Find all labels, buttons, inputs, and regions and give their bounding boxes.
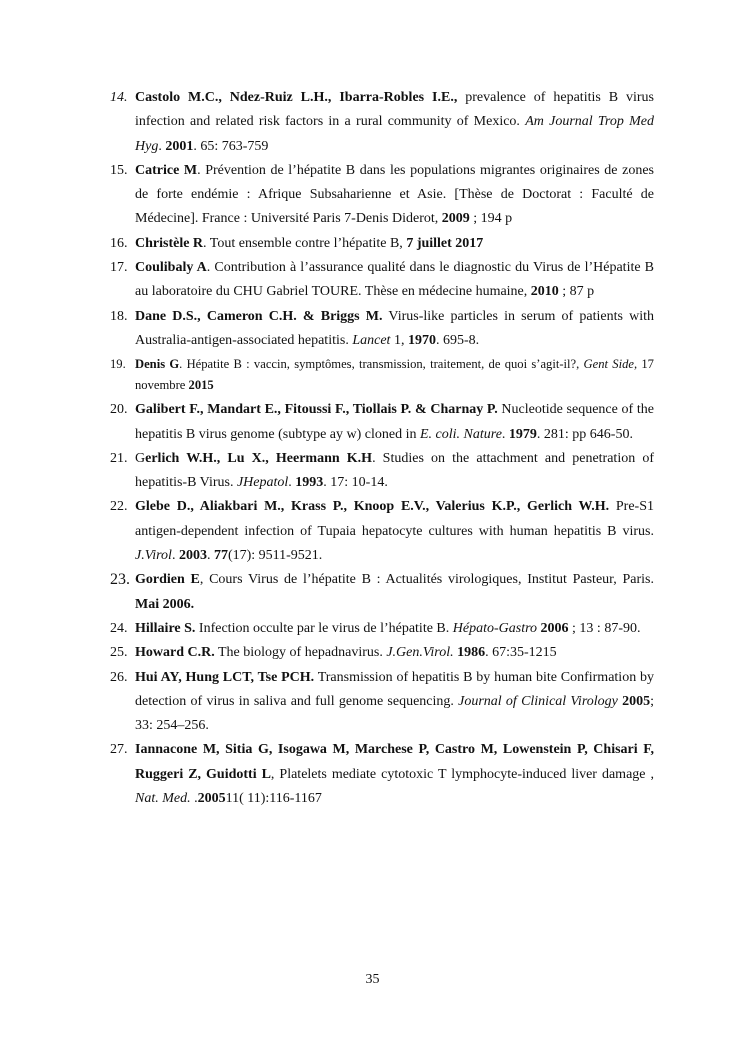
reference-item xyxy=(110,232,654,256)
reference-bold-text: 2001 xyxy=(165,138,194,154)
reference-text: ; 87 p xyxy=(558,284,595,300)
reference-text: . Contribution à l’assurance qualité dans le diagnostic du Virus de l’Hépatite B au laboratoire du CHU Gabriel TOURE. Thèse en médecine humaine, xyxy=(135,260,654,300)
reference-text: 11( 11):116-1167 xyxy=(225,791,322,807)
reference-bold-text: 2003 xyxy=(178,548,207,564)
reference-item xyxy=(110,641,654,665)
reference-text: . 281: pp 646-50. xyxy=(536,426,633,442)
reference-bold-text: 2010 xyxy=(530,284,559,300)
reference-italic-text: J.Gen.Virol. xyxy=(386,645,454,661)
reference-bold-text: 1970 xyxy=(407,332,436,348)
reference-text: . Tout ensemble contre l’hépatite B, xyxy=(203,235,407,251)
reference-text: . 65: 763-759 xyxy=(193,138,269,154)
reference-italic-text: J.Virol xyxy=(135,548,172,564)
reference-text: Virus-like particles in serum of patients with Australia-antigen-associated hepatitis. xyxy=(135,308,654,348)
reference-text: . xyxy=(206,548,214,564)
reference-text: . xyxy=(501,426,509,442)
reference-bold-text: 2009 xyxy=(441,211,470,227)
reference-text: The biology of hepadnavirus. xyxy=(214,645,387,661)
reference-bold-text: Denis G xyxy=(135,357,180,372)
reference-italic-text: E. coli. Nature xyxy=(420,426,502,442)
reference-text: Nucleotide sequence of the hepatitis B virus genome (subtype ay w) cloned in xyxy=(135,402,654,442)
reference-bold-text: 1979 xyxy=(508,426,537,442)
reference-item xyxy=(110,354,654,396)
reference-bold-text: Gordien E xyxy=(135,572,200,588)
reference-text: (17): 9511-9521. xyxy=(227,548,323,564)
reference-number: 23. xyxy=(110,571,130,589)
reference-italic-text: Gent Side, xyxy=(583,357,638,372)
reference-bold-text: Catrice M xyxy=(135,162,198,178)
reference-bold-text: Mai 2006. xyxy=(135,596,195,612)
reference-item xyxy=(110,568,654,617)
reference-text: . xyxy=(158,138,166,154)
reference-item xyxy=(110,86,654,159)
reference-text: ; 194 p xyxy=(469,211,513,227)
reference-text: . Prévention de l’hépatite B dans les populations migrantes originaires de zones de forte endémie : Afrique Subsaharienne et Asie. [Thèse de Doctorat : Faculté de Médecine]. France : Université Paris 7-Denis Diderot, xyxy=(135,162,654,227)
reference-number: 15. xyxy=(110,162,128,178)
reference-text: ; 13 : 87-90. xyxy=(568,620,641,636)
reference-number: 22. xyxy=(110,499,128,515)
reference-item xyxy=(110,256,654,305)
reference-number: 24. xyxy=(110,620,128,636)
reference-item xyxy=(110,305,654,354)
reference-item xyxy=(110,495,654,568)
reference-italic-text: Hépato-Gastro xyxy=(452,620,538,636)
reference-text: . 695-8. xyxy=(435,332,480,348)
reference-text: . xyxy=(288,475,296,491)
reference-bold-text: Glebe D., Aliakbari M., Krass P., Knoop E.V., Valerius K.P., Gerlich W.H. xyxy=(135,499,610,515)
reference-bold-text: 7 juillet 2017 xyxy=(406,235,484,251)
reference-text: G xyxy=(135,450,146,466)
reference-text: ; 33: 254–256. xyxy=(135,693,654,734)
reference-number: 18. xyxy=(110,308,128,324)
reference-number: 20. xyxy=(110,402,128,418)
reference-bold-text: 77 xyxy=(213,548,228,564)
reference-bold-text: 2015 xyxy=(188,378,214,393)
reference-text: Pre-S1 antigen-dependent infection of Tupaia hepatocyte cultures with human hepatitis B virus. xyxy=(135,499,654,539)
reference-item xyxy=(110,738,654,811)
reference-text: . 17: 10-14. xyxy=(323,475,388,491)
reference-bold-text: erlich W.H., Lu X., Heermann K.H xyxy=(145,450,373,466)
reference-text: prevalence of hepatitis B virus infection and related risk factors in a rural community of Mexico. xyxy=(135,90,654,130)
reference-bold-text: Castolo M.C., Ndez-Ruiz L.H., Ibarra-Robles I.E., xyxy=(135,90,458,105)
reference-bold-text: Galibert F., Mandart E., Fitoussi F., Tiollais P. & Charnay P. xyxy=(135,402,498,418)
reference-text: . Studies on the attachment and penetration of hepatitis-B Virus. xyxy=(135,450,654,491)
reference-list xyxy=(110,86,654,811)
reference-text: . 67:35-1215 xyxy=(485,645,557,661)
reference-item xyxy=(110,617,654,641)
reference-number: 27. xyxy=(110,742,128,758)
reference-number: 25. xyxy=(110,645,128,661)
reference-italic-text: Nat. Med. xyxy=(135,791,191,807)
reference-bold-text: 2005 xyxy=(197,791,226,807)
reference-bold-text: 1993 xyxy=(295,475,324,491)
reference-number: 17. xyxy=(110,260,128,276)
reference-bold-text: Dane D.S., Cameron C.H. & Briggs M. xyxy=(135,308,383,324)
reference-italic-text: Journal of Clinical Virology xyxy=(458,693,618,709)
reference-item xyxy=(110,398,654,447)
reference-bold-text: Christèle R xyxy=(135,235,204,251)
reference-number: 19. xyxy=(110,357,126,372)
reference-text: 17 novembre xyxy=(135,357,654,393)
reference-bold-text: Hui AY, Hung LCT, Tse PCH. xyxy=(135,669,315,685)
reference-bold-text: Hillaire S. xyxy=(135,620,196,636)
reference-item xyxy=(110,666,654,739)
reference-text: . xyxy=(190,791,198,807)
reference-bold-text: Howard C.R. xyxy=(135,645,215,661)
reference-text: Transmission of hepatitis B by human bite Confirmation by detection of virus in saliva and full genome sequencing. xyxy=(135,669,654,709)
reference-text: , Cours Virus de l’hépatite B : Actualités virologiques, Institut Pasteur, Paris. xyxy=(199,572,654,588)
page-number: 35 xyxy=(365,972,380,987)
reference-bold-text: 2005 xyxy=(622,693,651,709)
reference-italic-text: JHepatol xyxy=(236,475,289,491)
reference-item xyxy=(110,447,654,496)
reference-number: 14. xyxy=(110,90,128,105)
reference-text: . xyxy=(171,548,179,564)
reference-bold-text: Iannacone M, Sitia G, Isogawa M, Marchese P, Castro M, Lowenstein P, Chisari F, Ruggeri Z, Guidotti L xyxy=(135,742,654,782)
reference-item xyxy=(110,159,654,232)
reference-bold-text: 1986 xyxy=(457,645,486,661)
reference-number: 21. xyxy=(110,450,128,466)
reference-number: 26. xyxy=(110,669,128,685)
reference-text: . Hépatite B : vaccin, symptômes, transmission, traitement, de quoi s’agit-il?, xyxy=(179,357,584,372)
reference-bold-text: Coulibaly A xyxy=(135,260,207,276)
reference-number: 16. xyxy=(110,235,128,251)
reference-text: , Platelets mediate cytotoxic T lymphocyte-induced liver damage , xyxy=(270,766,654,782)
reference-italic-text: Lancet xyxy=(352,332,391,348)
reference-bold-text: 2006 xyxy=(540,620,569,636)
reference-italic-text: Am Journal Trop Med Hyg xyxy=(135,114,654,154)
reference-text: 1, xyxy=(390,332,408,348)
reference-text: Infection occulte par le virus de l’hépatite B. xyxy=(195,620,453,636)
